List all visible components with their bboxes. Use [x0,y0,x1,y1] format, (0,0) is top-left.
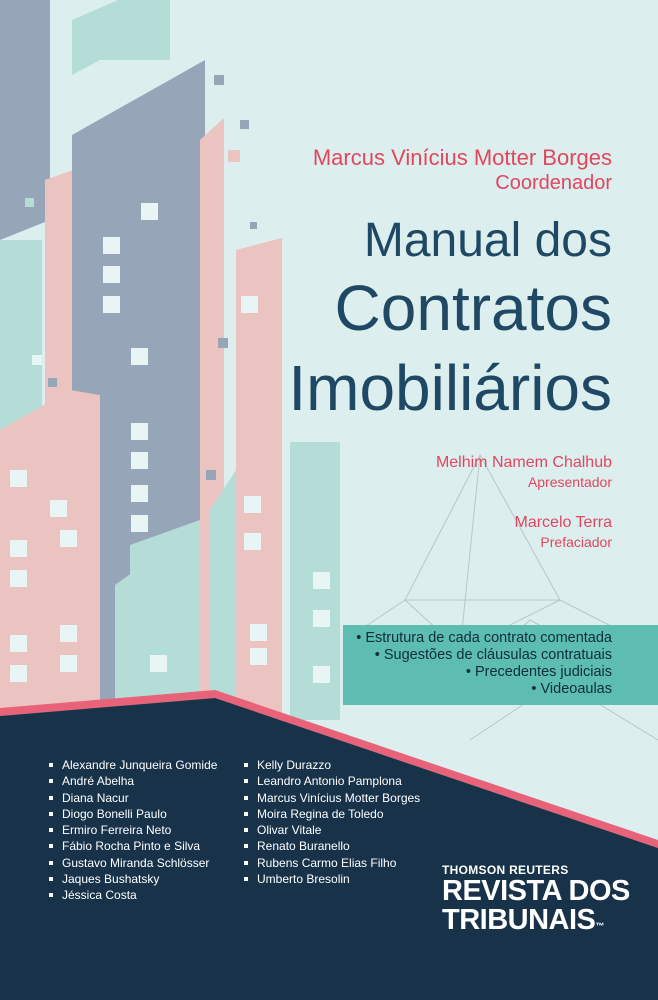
author-item: André Abelha [48,773,217,789]
coordinator-role: Coordenador [495,172,612,194]
author-item: Kelly Durazzo [243,757,420,773]
publisher-logo [442,863,630,935]
feature-item: • Estrutura de cada contrato comentada [343,630,612,647]
publisher-name-line-2 [442,906,630,935]
author-item: Gustavo Miranda Schlösser [48,855,217,871]
prefacer-name: Marcelo Terra [514,514,612,531]
building-mint-mid [210,470,236,720]
title-line-3: Imobiliários [288,352,612,424]
author-item: Fábio Rocha Pinto e Silva [48,838,217,854]
author-item: Alexandre Junqueira Gomide [48,757,217,773]
publisher-name-line-1: REVISTA DOS [442,875,630,907]
features-band [343,625,658,705]
author-item: Marcus Vinícius Motter Borges [243,790,420,806]
trademark-symbol: ™ [595,921,604,931]
feature-item: • Videoaulas [343,681,612,698]
author-item: Jéssica Costa [48,887,217,903]
author-item: Diogo Bonelli Paulo [48,806,217,822]
building-mint-top [72,0,170,75]
author-item: Diana Nacur [48,790,217,806]
author-item: Olivar Vitale [243,822,420,838]
author-item: Umberto Bresolin [243,871,420,887]
author-item: Moira Regina de Toledo [243,806,420,822]
building-mint-front [130,520,200,720]
author-item: Ermiro Ferreira Neto [48,822,217,838]
feature-item: • Precedentes judiciais [343,664,612,681]
presenter-role: Apresentador [527,474,612,490]
title-line-1: Manual dos [363,214,612,267]
title-line-2: Contratos [334,272,612,344]
feature-item: • Sugestões de cláusulas contratuais [343,647,612,664]
prefacer-role: Prefaciador [540,534,612,550]
publisher-name-line-2-text: TRIBUNAIS [442,904,596,936]
author-item: Jaques Bushatsky [48,871,217,887]
publisher-parent: THOMSON REUTERS [442,863,569,877]
author-item: Leandro Antonio Pamplona [243,773,420,789]
author-item: Renato Buranello [243,838,420,854]
authors-column-2 [243,757,420,887]
presenter-name: Melhim Namem Chalhub [435,454,612,471]
author-item: Rubens Carmo Elias Filho [243,855,420,871]
authors-column-1 [48,757,217,904]
coordinator-name: Marcus Vinícius Motter Borges [312,145,612,170]
features-list [343,630,612,698]
